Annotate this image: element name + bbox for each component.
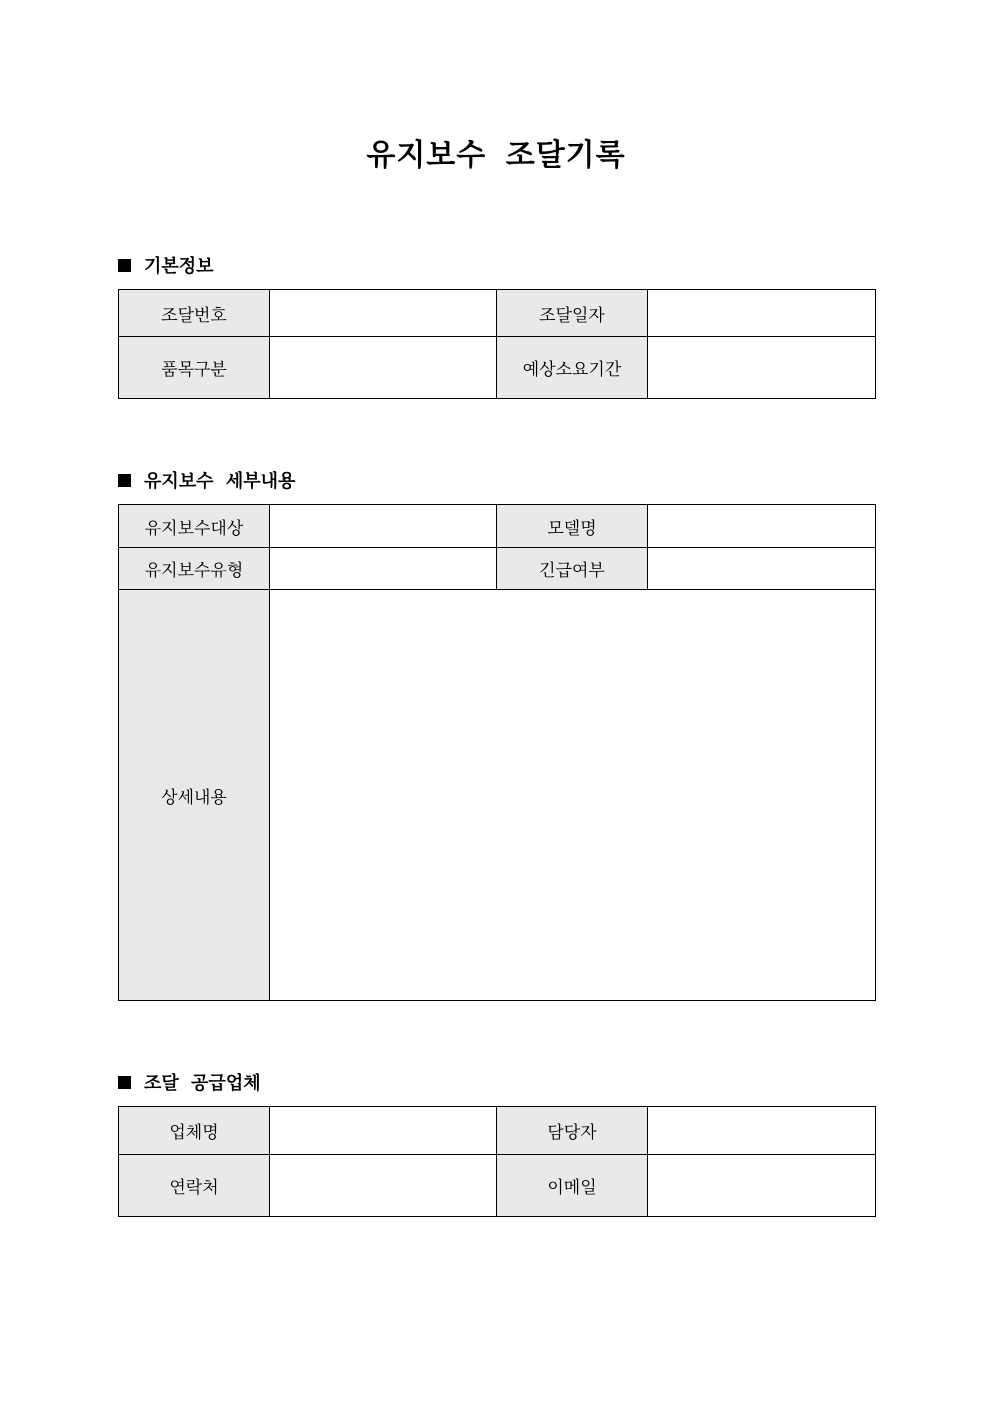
basic-info-heading-text: 기본정보	[144, 256, 214, 277]
procurement-date-label: 조달일자	[497, 290, 648, 337]
maintenance-target-label: 유지보수대상	[119, 505, 270, 548]
procurement-number-field[interactable]	[270, 290, 497, 337]
table-row	[119, 290, 876, 337]
supplier-heading-text: 조달 공급업체	[144, 1073, 261, 1094]
manager-label: 담당자	[497, 1107, 648, 1155]
urgency-label: 긴급여부	[497, 548, 648, 590]
urgency-field[interactable]	[648, 548, 876, 590]
table-row	[119, 548, 876, 590]
maintenance-details-heading-text: 유지보수 세부내용	[144, 471, 296, 492]
table-row	[119, 1107, 876, 1155]
item-category-label: 품목구분	[119, 337, 270, 399]
square-bullet-icon	[118, 259, 131, 272]
table-row	[119, 505, 876, 548]
table-row	[119, 337, 876, 399]
document-title: 유지보수 조달기록	[366, 138, 626, 173]
basic-info-table	[118, 289, 876, 399]
email-label: 이메일	[497, 1155, 648, 1217]
item-category-field[interactable]	[270, 337, 497, 399]
detail-content-label: 상세내용	[119, 590, 270, 1001]
supplier-table	[118, 1106, 876, 1217]
table-row	[119, 1155, 876, 1217]
basic-info-heading	[118, 252, 214, 278]
detail-content-field[interactable]	[270, 590, 876, 1001]
maintenance-details-heading	[118, 467, 295, 493]
square-bullet-icon	[118, 1076, 131, 1089]
manager-field[interactable]	[648, 1107, 876, 1155]
maintenance-target-field[interactable]	[270, 505, 497, 548]
expected-duration-field[interactable]	[648, 337, 876, 399]
procurement-date-field[interactable]	[648, 290, 876, 337]
supplier-heading	[118, 1069, 261, 1095]
contact-field[interactable]	[270, 1155, 497, 1217]
contact-label: 연락처	[119, 1155, 270, 1217]
company-name-label: 업체명	[119, 1107, 270, 1155]
company-name-field[interactable]	[270, 1107, 497, 1155]
square-bullet-icon	[118, 474, 131, 487]
email-field[interactable]	[648, 1155, 876, 1217]
maintenance-type-label: 유지보수유형	[119, 548, 270, 590]
model-name-field[interactable]	[648, 505, 876, 548]
model-name-label: 모델명	[497, 505, 648, 548]
expected-duration-label: 예상소요기간	[497, 337, 648, 399]
maintenance-details-table	[118, 504, 876, 1001]
maintenance-type-field[interactable]	[270, 548, 497, 590]
procurement-number-label: 조달번호	[119, 290, 270, 337]
table-row	[119, 590, 876, 1001]
